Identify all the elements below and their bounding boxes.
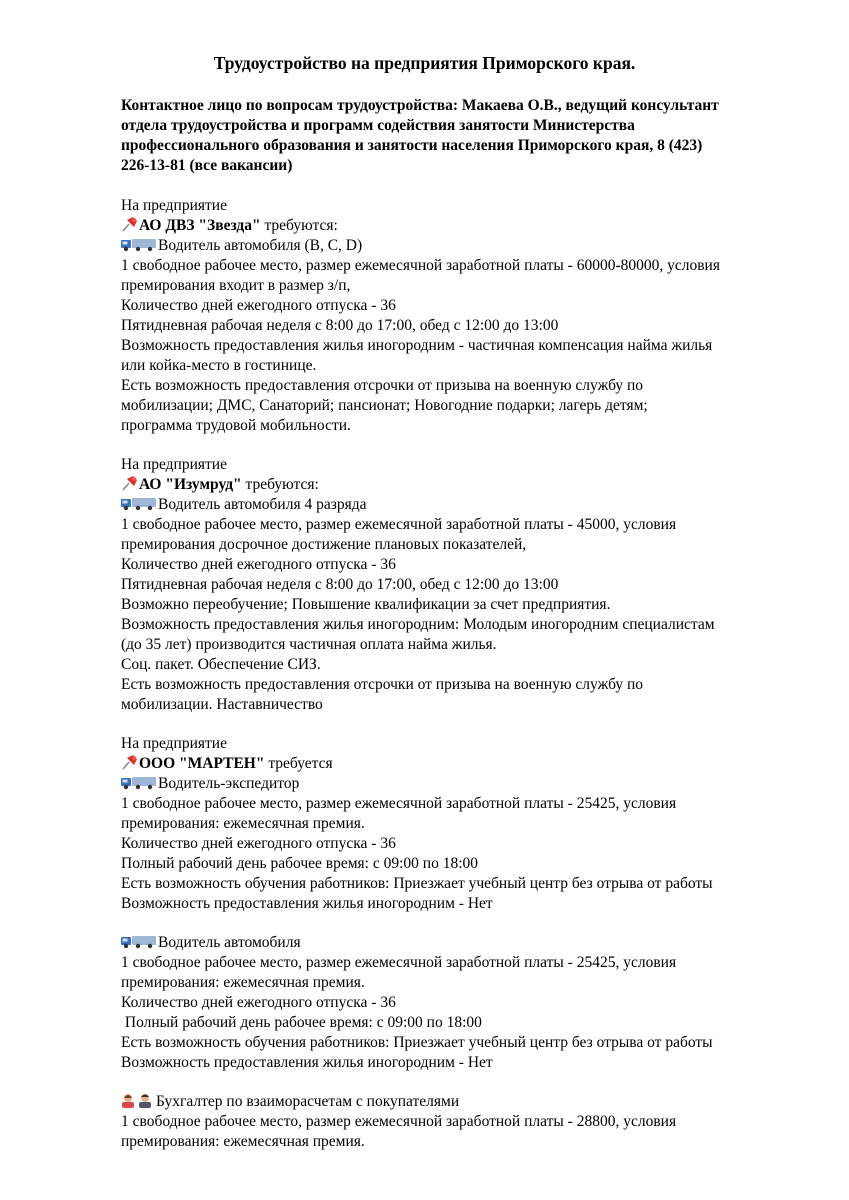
contact-line: профессионального образования и занятости населения Приморского края, 8 (423) [121,137,703,154]
contact-line: отдела трудоустройства и программ содействия занятости Министерства [121,117,635,134]
block2-position: Водитель автомобиля 4 разряда [158,496,367,513]
block2-intro: На предприятие [121,456,227,473]
block1-company: АО ДВЗ "Звезда" [139,217,261,234]
page-title: Трудоустройство на предприятия Приморского края. [213,53,636,73]
block1-line: мобилизации; ДМС, Санаторий; пансионат; Новогодние подарки; лагерь детям; [121,397,648,414]
block2-line: 1 свободное рабочее место, размер ежемесячной заработной платы - 45000, условия [121,516,677,533]
block1-line: 1 свободное рабочее место, размер ежемесячной заработной платы - 60000-80000, условия [121,257,720,274]
block1-position-line [121,236,362,258]
block3-line: Есть возможность обучения работников: Приезжает учебный центр без отрыва от работы [121,875,713,892]
block3-position1: Водитель-экспедитор [158,775,300,792]
block2-company: АО "Изумруд" [139,476,242,493]
pushpin-icon [121,754,138,776]
block3-company: ООО "МАРТЕН" [139,755,265,772]
block2-company-line [121,475,319,497]
truck-icon [121,776,157,796]
block1-company-line [121,216,338,238]
block1-line: Есть возможность предоставления отсрочки от призыва на военную службу по [121,377,644,394]
block2-line: Количество дней ежегодного отпуска - 36 [121,556,396,573]
block3-line: Количество дней ежегодного отпуска - 36 [121,994,396,1011]
block3-need: требуется [264,755,333,772]
truck-icon [121,497,157,517]
block3-position3-line [121,1092,459,1114]
block1-line: Количество дней ежегодного отпуска - 36 [121,297,396,314]
block3-intro: На предприятие [121,735,227,752]
people-icon [121,1093,155,1114]
block1-line: Возможность предоставления жилья иногородним - частичная компенсация найма жилья [121,337,713,354]
block3-line: Возможность предоставления жилья иногородним - Нет [121,1054,493,1071]
block3-line: Полный рабочий день рабочее время: с 09:00 по 18:00 [121,855,479,872]
contact-info [121,96,821,176]
truck-icon [121,935,157,955]
block3-position3: Бухгалтер по взаиморасчетам с покупателями [156,1093,460,1110]
block2-line: премирования досрочное достижение плановых показателей, [121,536,527,553]
block3-position1-line [121,774,299,796]
block3-line: 1 свободное рабочее место, размер ежемесячной заработной платы - 25425, условия [121,954,677,971]
block3-line: Полный рабочий день рабочее время: с 09:00 по 18:00 [121,1014,482,1031]
block1-intro: На предприятие [121,197,227,214]
block3-line: премирования: ежемесячная премия. [121,974,365,991]
block3-line: Количество дней ежегодного отпуска - 36 [121,835,396,852]
block3-line: премирования: ежемесячная премия. [121,1133,365,1150]
block3-position2-line [121,933,301,955]
block3-line: Есть возможность обучения работников: Приезжает учебный центр без отрыва от работы [121,1034,713,1051]
block1-line: программа трудовой мобильности. [121,417,351,434]
block1-line: или койка-место в гостинице. [121,357,317,374]
block2-line: Возможность предоставления жилья иногородним: Молодым иногородним специалистам [121,616,715,633]
block2-line: Пятидневная рабочая неделя с 8:00 до 17:00, обед с 12:00 до 13:00 [121,576,559,593]
block2-line: Соц. пакет. Обеспечение СИЗ. [121,656,321,673]
block2-position-line [121,495,367,517]
block3-position2: Водитель автомобиля [158,934,301,951]
block3-line: премирования: ежемесячная премия. [121,815,365,832]
block1-position: Водитель автомобиля (B, C, D) [158,237,363,254]
contact-line: Контактное лицо по вопросам трудоустройства: Макаева О.В., ведущий консультант [121,97,719,114]
truck-icon [121,238,157,258]
contact-line: 226-13-81 (все вакансии) [121,157,293,174]
block3-line: Возможность предоставления жилья иногородним - Нет [121,895,493,912]
pushpin-icon [121,475,138,497]
block1-need: требуются: [260,217,338,234]
block1-line: премирования входит в размер з/п, [121,277,351,294]
block2-line: мобилизации. Наставничество [121,696,323,713]
block2-line: (до 35 лет) производится частичная оплата найма жилья. [121,636,497,653]
block2-line: Есть возможность предоставления отсрочки от призыва на военную службу по [121,676,644,693]
pushpin-icon [121,216,138,238]
block2-line: Возможно переобучение; Повышение квалификации за счет предприятия. [121,596,611,613]
block3-line: 1 свободное рабочее место, размер ежемесячной заработной платы - 28800, условия [121,1113,677,1130]
block3-line: 1 свободное рабочее место, размер ежемесячной заработной платы - 25425, условия [121,795,677,812]
block2-need: требуются: [241,476,319,493]
block1-line: Пятидневная рабочая неделя с 8:00 до 17:00, обед с 12:00 до 13:00 [121,317,559,334]
block3-company-line [121,754,333,776]
